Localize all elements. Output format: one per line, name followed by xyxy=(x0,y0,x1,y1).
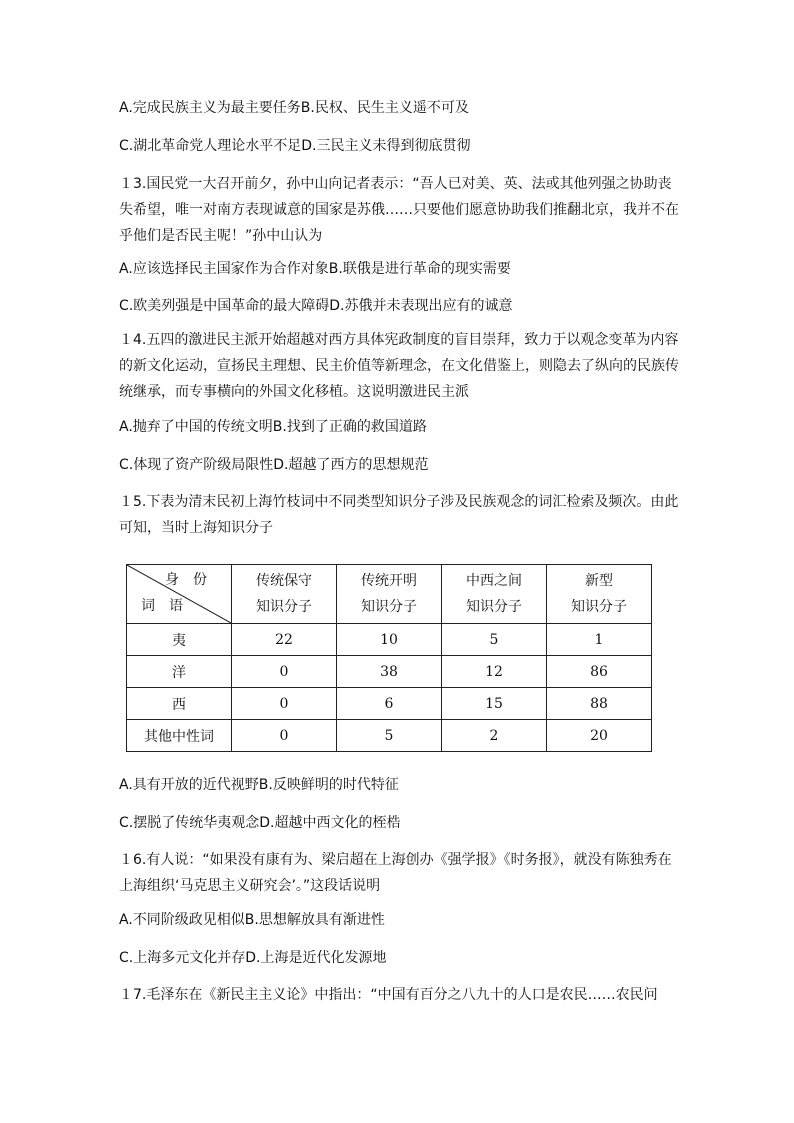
row-word: 夷 xyxy=(127,624,232,656)
q13-option-cd: C.欧美列强是中国革命的最大障碍D.苏俄并未表现出应有的诚意 xyxy=(119,298,513,314)
table-corner-cell xyxy=(127,565,232,624)
q13-option-ab: A.应该选择民主国家作为合作对象B.联俄是进行革命的现实需要 xyxy=(119,261,511,277)
table-cell: 0 xyxy=(232,720,337,752)
table-cell: 2 xyxy=(442,720,547,752)
header-col-1: 传统保守 知识分子 xyxy=(232,565,337,624)
q16-option-ab: A.不同阶级政见相似B.思想解放具有渐进性 xyxy=(119,912,385,928)
table-cell: 5 xyxy=(337,720,442,752)
table-row xyxy=(127,624,652,656)
q14-stem: １4.五四的激进民主派开始超越对西方具体宪政制度的盲目崇拜，致力于以观念变革为内容的新文化运动，宣扬民主理想、民主价值等新理念，在文化借鉴上，则隐去了纵向的民族传统继承，而专事横向的外国文化移植。这说明激进民主派 xyxy=(119,332,679,400)
table-cell: 0 xyxy=(232,656,337,688)
q12-option-ab: A.完成民族主义为最主要任务B.民权、民生主义遥不可及 xyxy=(119,100,469,116)
header-col-2: 传统开明 知识分子 xyxy=(337,565,442,624)
q12-option-cd: C.湖北革命党人理论水平不足D.三民主义未得到彻底贯彻 xyxy=(119,138,471,154)
table-cell: 0 xyxy=(232,688,337,720)
q17-stem: １7.毛泽东在《新民主主义论》中指出：“中国有百分之八九十的人口是农民……农民问 xyxy=(119,987,658,1003)
header-col-3: 中西之间 知识分子 xyxy=(442,565,547,624)
corner-label-word: 词语 xyxy=(141,598,197,614)
table-cell: 86 xyxy=(547,656,652,688)
q13-stem: １3.国民党一大召开前夕，孙中山向记者表示：“吾人已对美、英、法或其他列强之协助丧失希望，唯一对南方表现诚意的国家是苏俄……只要他们愿意协助我们推翻北京，我并不在乎他们是否民主呢！”孙中山认为 xyxy=(119,176,679,244)
table-cell: 1 xyxy=(547,624,652,656)
table-cell: 88 xyxy=(547,688,652,720)
q16-stem: １6.有人说：“如果没有康有为、梁启超在上海创办《强学报》《时务报》，就没有陈独秀在上海组织‘马克思主义研究会’。”这段话说明 xyxy=(119,852,672,894)
table-cell: 20 xyxy=(547,720,652,752)
q14-option-ab: A.抛弃了中国的传统文明B.找到了正确的救国道路 xyxy=(119,419,427,435)
row-word: 洋 xyxy=(127,656,232,688)
table-cell: 12 xyxy=(442,656,547,688)
q15-stem: １5.下表为清末民初上海竹枝词中不同类型知识分子涉及民族观念的词汇检索及频次。由此可知，当时上海知识分子 xyxy=(119,494,679,536)
row-word: 其他中性词 xyxy=(127,720,232,752)
table-row xyxy=(127,656,652,688)
table-row xyxy=(127,720,652,752)
table-row xyxy=(127,688,652,720)
q14-option-cd: C.体现了资产阶级局限性D.超越了西方的思想规范 xyxy=(119,457,429,473)
table-cell: 38 xyxy=(337,656,442,688)
q15-option-ab: A.具有开放的近代视野B.反映鲜明的时代特征 xyxy=(119,777,399,793)
corner-label-identity: 身份 xyxy=(165,572,221,588)
table-cell: 5 xyxy=(442,624,547,656)
table-cell: 22 xyxy=(232,624,337,656)
header-col-4: 新型 知识分子 xyxy=(547,565,652,624)
table-cell: 15 xyxy=(442,688,547,720)
row-word: 西 xyxy=(127,688,232,720)
q16-option-cd: C.上海多元文化并存D.上海是近代化发源地 xyxy=(119,950,387,966)
word-frequency-table xyxy=(126,564,652,752)
table-cell: 6 xyxy=(337,688,442,720)
table-cell: 10 xyxy=(337,624,442,656)
q15-option-cd: C.摆脱了传统华夷观念D.超越中西文化的桎梏 xyxy=(119,815,401,831)
